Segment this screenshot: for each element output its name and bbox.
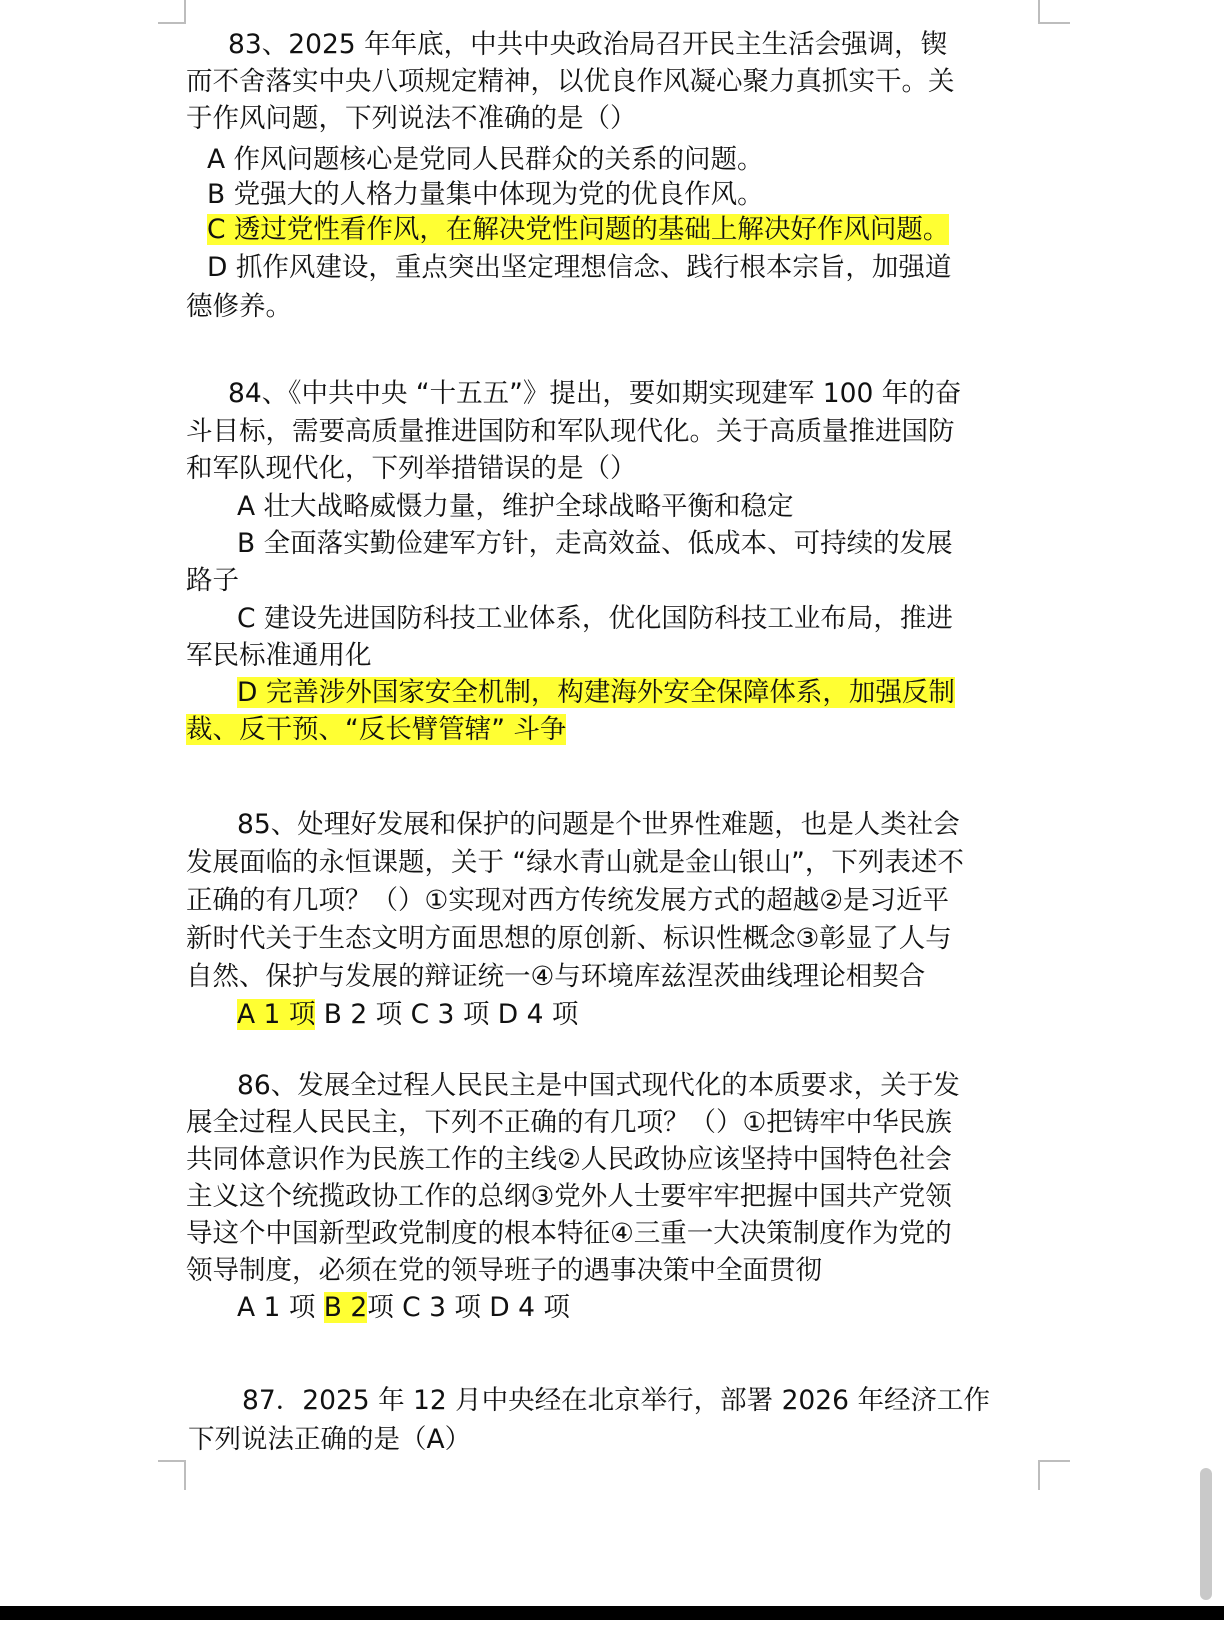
question-stem-line: 83、2025 年年底，中共中央政治局召开民主生活会强调，锲 — [228, 29, 948, 60]
option-b-continued: 路子 — [186, 565, 239, 596]
crop-mark-top-left — [158, 0, 186, 24]
highlighted-answer: 裁、反干预、“反长臂管辖” 斗争 — [186, 714, 567, 745]
option-c: C 3 项 — [410, 999, 490, 1030]
option-a: A 1 项 — [237, 1292, 316, 1323]
options-row — [237, 1289, 570, 1326]
highlighted-answer: A 1 项 — [237, 999, 316, 1030]
crop-mark-bottom-left — [158, 1460, 186, 1490]
question-stem-line: 共同体意识作为民族工作的主线②人民政协应该坚持中国特色社会 — [186, 1144, 952, 1175]
crop-mark-top-right — [1038, 0, 1070, 24]
question-stem-line: 领导制度，必须在党的领导班子的遇事决策中全面贯彻 — [186, 1255, 822, 1286]
question-stem-line: 发展面临的永恒课题，关于 “绿水青山就是金山银山”，下列表述不 — [186, 847, 964, 878]
options-row — [237, 996, 578, 1033]
question-stem-line: 85、处理好发展和保护的问题是个世界性难题，也是人类社会 — [237, 809, 960, 840]
question-stem-line: 展全过程人民民主，下列不正确的有几项？（）①把铸牢中华民族 — [186, 1107, 952, 1138]
question-stem-line: 而不舍落实中央八项规定精神，以优良作风凝心聚力真抓实干。关 — [186, 66, 955, 97]
bottom-bar — [0, 1606, 1224, 1620]
question-stem-line: 84、《中共中央 “十五五”》提出，要如期实现建军 100 年的奋 — [228, 378, 962, 409]
question-stem-line: 下列说法正确的是（A） — [188, 1424, 472, 1455]
highlighted-answer: B 2 — [323, 1292, 368, 1323]
options-rest: 项 C 3 项 D 4 项 — [367, 1292, 570, 1323]
option-b: B 2 项 — [323, 999, 403, 1030]
option-d-continued: 德修养。 — [186, 291, 292, 322]
option-d: D 4 项 — [497, 999, 579, 1030]
highlighted-answer: D 完善涉外国家安全机制，构建海外安全保障体系，加强反制 — [237, 677, 955, 708]
option-c: C 建设先进国防科技工业体系，优化国防科技工业布局，推进 — [237, 603, 953, 634]
option-b: B 全面落实勤俭建军方针，走高效益、低成本、可持续的发展 — [237, 528, 953, 559]
question-stem-line: 主义这个统揽政协工作的总纲③党外人士要牢牢把握中国共产党领 — [186, 1181, 952, 1212]
option-d-line — [237, 674, 955, 711]
option-d: D 抓作风建设，重点突出坚定理想信念、践行根本宗旨，加强道 — [207, 252, 952, 283]
question-stem-line: 斗目标，需要高质量推进国防和军队现代化。关于高质量推进国防 — [186, 416, 955, 447]
question-stem-line: 87．2025 年 12 月中央经在北京举行，部署 2026 年经济工作 — [242, 1385, 990, 1416]
question-stem-line: 正确的有几项？（）①实现对西方传统发展方式的超越②是习近平 — [186, 885, 950, 916]
option-d-continued-line — [186, 711, 566, 748]
question-stem-line: 自然、保护与发展的辩证统一④与环境库兹涅茨曲线理论相契合 — [186, 961, 926, 992]
option-c-line — [207, 211, 949, 248]
option-c-continued: 军民标准通用化 — [186, 640, 372, 671]
question-stem-line: 和军队现代化，下列举措错误的是（） — [186, 453, 637, 484]
question-stem-line: 导这个中国新型政党制度的根本特征④三重一大决策制度作为党的 — [186, 1218, 952, 1249]
highlighted-answer: C 透过党性看作风，在解决党性问题的基础上解决好作风问题。 — [207, 214, 950, 245]
question-stem-line: 于作风问题，下列说法不准确的是（） — [186, 103, 637, 134]
question-stem-line: 86、发展全过程人民民主是中国式现代化的本质要求，关于发 — [237, 1070, 960, 1101]
vertical-scrollbar[interactable] — [1200, 1468, 1212, 1600]
option-a: A 作风问题核心是党同人民群众的关系的问题。 — [207, 144, 764, 175]
option-a: A 壮大战略威慑力量，维护全球战略平衡和稳定 — [237, 491, 794, 522]
question-stem-line: 新时代关于生态文明方面思想的原创新、标识性概念③彰显了人与 — [186, 923, 952, 954]
option-b: B 党强大的人格力量集中体现为党的优良作风。 — [207, 179, 764, 210]
crop-mark-bottom-right — [1038, 1460, 1070, 1490]
